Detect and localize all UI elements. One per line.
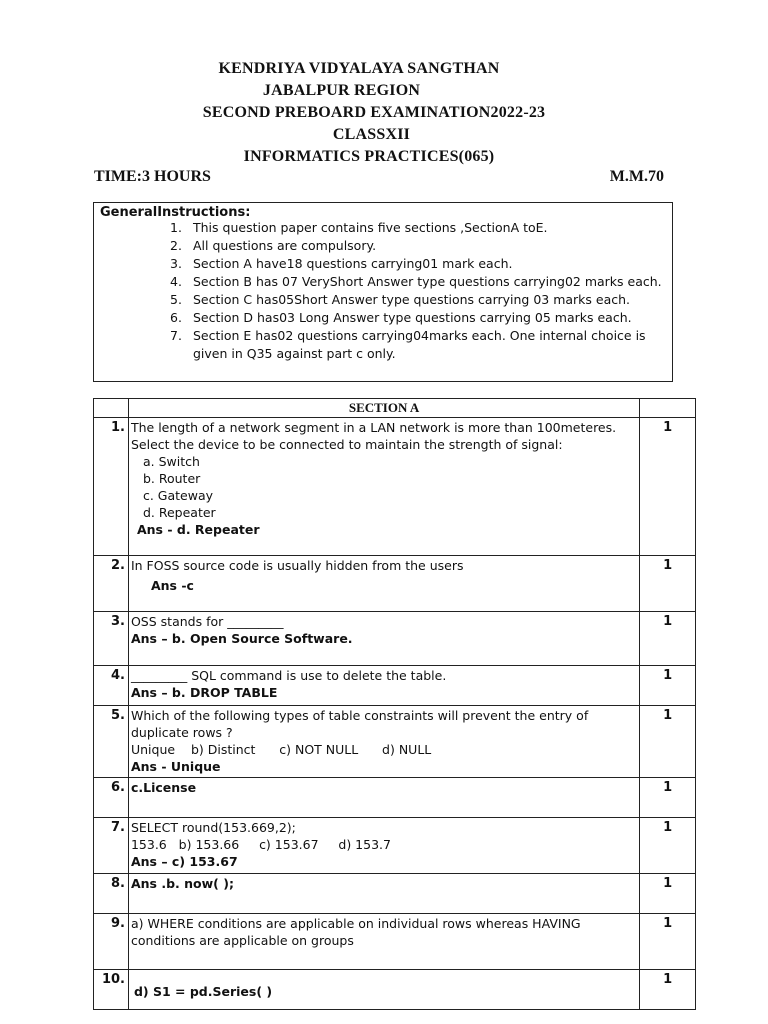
class-name: CLASSXII	[332, 126, 411, 143]
instruction-item	[94, 327, 672, 363]
question-mark: 1	[640, 556, 696, 612]
instruction-item	[94, 291, 672, 309]
instruction-item	[94, 273, 672, 291]
section-header-row	[94, 399, 696, 418]
instruction-text: Section B has 07 VeryShort Answer type questions carrying02 marks each.	[193, 274, 662, 289]
question-row	[94, 418, 696, 556]
option: c. Gateway	[142, 488, 214, 503]
question-text: a) WHERE conditions are applicable on individual rows whereas HAVING conditions are applicable on groups	[130, 916, 581, 948]
question-mark: 1	[640, 818, 696, 874]
question-body	[128, 970, 639, 1010]
instruction-number: 5.	[170, 292, 182, 307]
question-text: Which of the following types of table constraints will prevent the entry of duplicate rows ?	[130, 708, 589, 740]
question-row	[94, 556, 696, 612]
question-row	[94, 874, 696, 914]
max-marks-label: M.M.70	[609, 168, 664, 185]
instruction-text: All questions are compulsory.	[193, 238, 377, 253]
question-body	[128, 874, 639, 914]
answer: Ans -c	[150, 578, 194, 593]
question-body	[128, 914, 639, 970]
option: d. Repeater	[142, 505, 216, 520]
instruction-number: 7.	[170, 328, 182, 343]
instruction-item	[94, 309, 672, 327]
instruction-number: 2.	[170, 238, 182, 253]
instruction-item	[94, 237, 672, 255]
question-body	[128, 778, 639, 818]
question-number: 7.	[94, 818, 129, 874]
instruction-item	[94, 255, 672, 273]
org-name: KENDRIYA VIDYALAYA SANGTHAN	[218, 60, 500, 77]
instruction-item	[94, 219, 672, 237]
question-row	[94, 818, 696, 874]
instruction-text: Section D has03 Long Answer type questions carrying 05 marks each.	[193, 310, 632, 325]
instructions-title: GeneralInstructions:	[100, 205, 251, 220]
question-mark: 1	[640, 706, 696, 778]
option: b. Router	[142, 471, 201, 486]
question-body	[128, 818, 639, 874]
question-number: 9.	[94, 914, 129, 970]
answer: Ans – b. Open Source Software.	[130, 631, 353, 646]
section-a-table	[93, 398, 696, 1010]
general-instructions-box	[93, 202, 673, 382]
question-body	[128, 612, 639, 666]
question-body	[128, 706, 639, 778]
options-line: 153.6 b) 153.66 c) 153.67 d) 153.7	[130, 837, 391, 852]
question-body	[128, 556, 639, 612]
question-mark: 1	[640, 914, 696, 970]
question-number: 5.	[94, 706, 129, 778]
answer: Ans – b. DROP TABLE	[130, 685, 278, 700]
question-body	[128, 666, 639, 706]
answer: c.License	[130, 780, 197, 795]
question-number: 2.	[94, 556, 129, 612]
answer: Ans .b. now( );	[130, 876, 234, 891]
question-mark: 1	[640, 612, 696, 666]
question-mark: 1	[640, 666, 696, 706]
question-mark: 1	[640, 874, 696, 914]
question-row	[94, 612, 696, 666]
question-number: 4.	[94, 666, 129, 706]
subject-name: INFORMATICS PRACTICES(065)	[243, 148, 495, 165]
question-number: 1.	[94, 418, 129, 556]
question-text: SELECT round(153.669,2);	[130, 820, 296, 835]
instruction-text: Section C has05Short Answer type questions carrying 03 marks each.	[193, 292, 631, 307]
question-text: The length of a network segment in a LAN network is more than 100meteres. Select the device to be connected to maintain the strength of signal:	[130, 420, 617, 452]
question-row	[94, 778, 696, 818]
empty-cell	[94, 399, 129, 418]
question-row	[94, 914, 696, 970]
instruction-number: 3.	[170, 256, 182, 271]
question-mark: 1	[640, 970, 696, 1010]
instruction-text: Section E has02 questions carrying04marks each. One internal choice is given in Q35 against part c only.	[193, 328, 646, 361]
section-title: SECTION A	[128, 399, 639, 418]
empty-cell	[640, 399, 696, 418]
region-name: JABALPUR REGION	[262, 82, 421, 99]
question-row	[94, 666, 696, 706]
instruction-text: This question paper contains five sections ,SectionA toE.	[193, 220, 548, 235]
question-number: 8.	[94, 874, 129, 914]
answer: d) S1 = pd.Series( )	[133, 984, 273, 999]
answer: Ans - d. Repeater	[136, 522, 260, 537]
question-mark: 1	[640, 778, 696, 818]
instruction-text: Section A have18 questions carrying01 mark each.	[193, 256, 513, 271]
question-number: 6.	[94, 778, 129, 818]
option: a. Switch	[142, 454, 200, 469]
exam-title: SECOND PREBOARD EXAMINATION2022-23	[202, 104, 546, 121]
instruction-number: 6.	[170, 310, 182, 325]
answer: Ans - Unique	[130, 759, 221, 774]
question-row	[94, 706, 696, 778]
instruction-number: 1.	[170, 220, 182, 235]
question-number: 3.	[94, 612, 129, 666]
question-text: _________ SQL command is use to delete the table.	[130, 668, 447, 683]
exam-header	[0, 58, 768, 168]
question-number: 10.	[94, 970, 129, 1010]
question-mark: 1	[640, 418, 696, 556]
instructions-list	[94, 219, 672, 363]
time-label: TIME:3 HOURS	[94, 168, 211, 185]
options-line: Unique b) Distinct c) NOT NULL d) NULL	[130, 742, 432, 757]
instruction-number: 4.	[170, 274, 182, 289]
question-row	[94, 970, 696, 1010]
question-text: In FOSS source code is usually hidden from the users	[130, 558, 464, 573]
answer: Ans – c) 153.67	[130, 854, 238, 869]
question-text: OSS stands for _________	[130, 614, 284, 629]
question-body	[128, 418, 639, 556]
